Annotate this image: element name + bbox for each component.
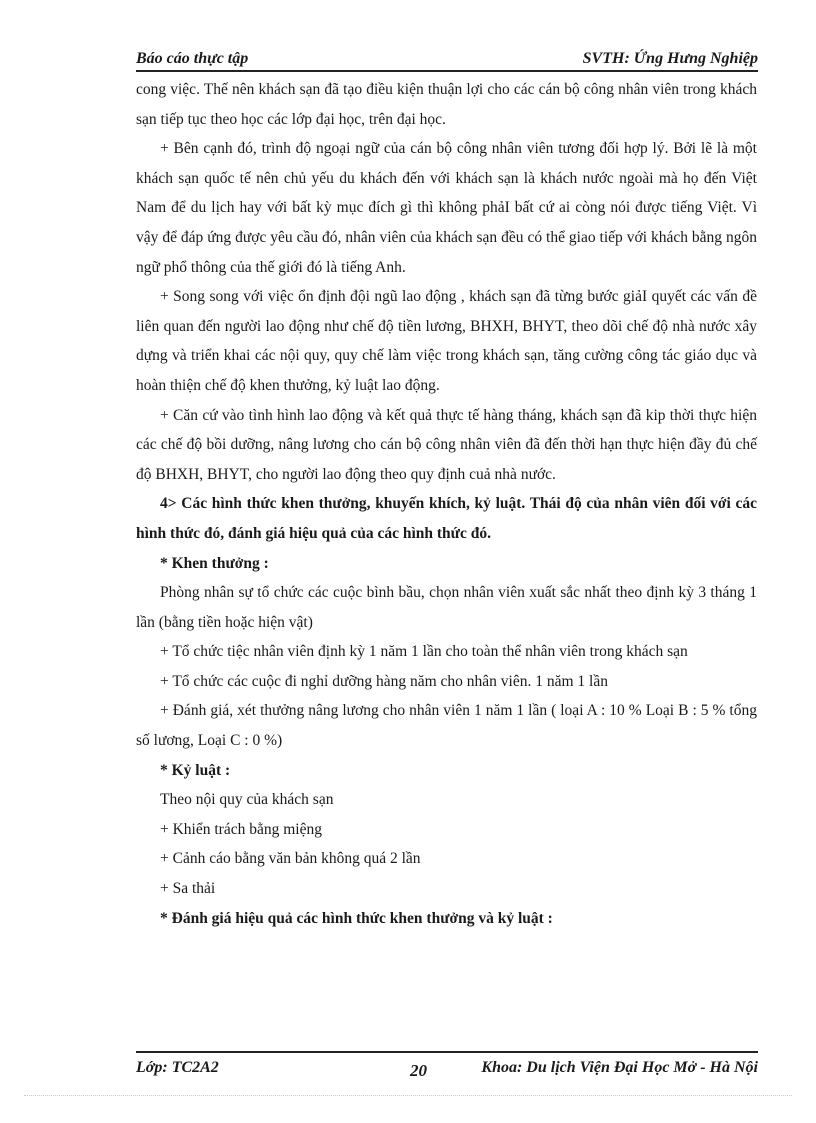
paragraph-foreign-language: + Bên cạnh đó, trình độ ngoại ngữ của cán bộ công nhân viên tương đối hợp lý. Bởi lẽ là một khách sạn quốc tế nên chủ yếu du khách đến với khách sạn là khách nước ngoài mà họ đến Việt Nam để du lịch hay với bất kỳ mục đích gì thì không phảI bất cứ ai còng nói được tiếng Việt. Vì vậy để đáp ứng được yêu cầu đó, nhân viên của khách sạn đều có thể giao tiếp với khách bằng ngôn ngữ phổ thông của thế giới đó là tiếng Anh. [136,140,757,276]
paragraph-salary-insurance: + Căn cứ vào tình hình lao động và kết quả thực tế hàng tháng, khách sạn đã kip thời thực hiện các chế độ bồi dưỡng, nâng lương cho cán bộ công nhân viên đã đến thời hạn thực hiện đầy đủ chế độ BHXH, BHYT, cho người lao động theo quy định cuả nhà nước. [136,406,757,483]
list-item-dismissal: + Sa thải [160,880,216,898]
header-student-name: SVTH: Ứng Hưng Nghiệp [582,50,758,67]
list-item-salary-review: + Đánh giá, xét thưởng nâng lương cho nhân viên 1 năm 1 lần ( loại A : 10 % Loại B : 5 % tổng số lương, Loại C : 0 %) [136,702,757,750]
list-item-rules: Theo nội quy của khách sạn [160,791,334,809]
subheading-rewards: * Khen thưởng : [160,554,269,572]
list-item-vacation: + Tổ chức các cuộc đi nghỉ dưỡng hàng năm cho nhân viên. 1 năm 1 lần [160,672,608,690]
page-header [136,48,758,72]
section-heading-rewards-discipline: 4> Các hình thức khen thưởng, khuyến khích, kỷ luật. Thái độ của nhân viên đối với các hình thức đó, đánh giá hiệu quả của các hình thức đó. [136,495,757,542]
page-number: 20 [410,1061,427,1080]
list-item-written-warning: + Cảnh cáo bằng văn bản không quá 2 lần [160,850,421,868]
paragraph-election: Phòng nhân sự tổ chức các cuộc bình bầu, chọn nhân viên xuất sắc nhất theo định kỳ 3 tháng 1 lần (bằng tiền hoặc hiện vật) [136,584,757,631]
document-body [136,75,757,933]
paragraph-labor-policy: + Song song với việc ổn định đội ngũ lao động , khách sạn đã từng bước giảI quyết các vấn đề liên quan đến người lao động như chế độ tiền lương, BHXH, BHYT, theo dõi chế độ nhà nước xây dựng và triển khai các nội quy, quy chế làm việc trong khách sạn, tăng cường công tác giáo dục và hoàn thiện chế độ khen thưởng, kỷ luật lao động. [136,288,757,394]
page-bottom-divider [24,1095,792,1096]
subheading-discipline: * Kỷ luật : [160,761,231,779]
footer-faculty: Khoa: Du lịch Viện Đại Học Mở - Hà Nội [481,1059,758,1076]
page-footer [136,1051,758,1080]
list-item-verbal-warning: + Khiển trách bằng miệng [160,820,322,838]
footer-class: Lớp: TC2A2 [136,1059,219,1076]
subheading-evaluation: * Đánh giá hiệu quả các hình thức khen thưởng và kỷ luật : [160,909,553,927]
header-report-title: Báo cáo thực tập [136,50,249,67]
paragraph-continuation: cong việc. Thế nên khách sạn đã tạo điều kiện thuận lợi cho các cán bộ công nhân viên trong khách sạn tiếp tục theo học các lớp đại học, trên đại học. [136,81,757,128]
list-item-party: + Tổ chức tiệc nhân viên định kỳ 1 năm 1 lần cho toàn thể nhân viên trong khách sạn [160,643,688,661]
